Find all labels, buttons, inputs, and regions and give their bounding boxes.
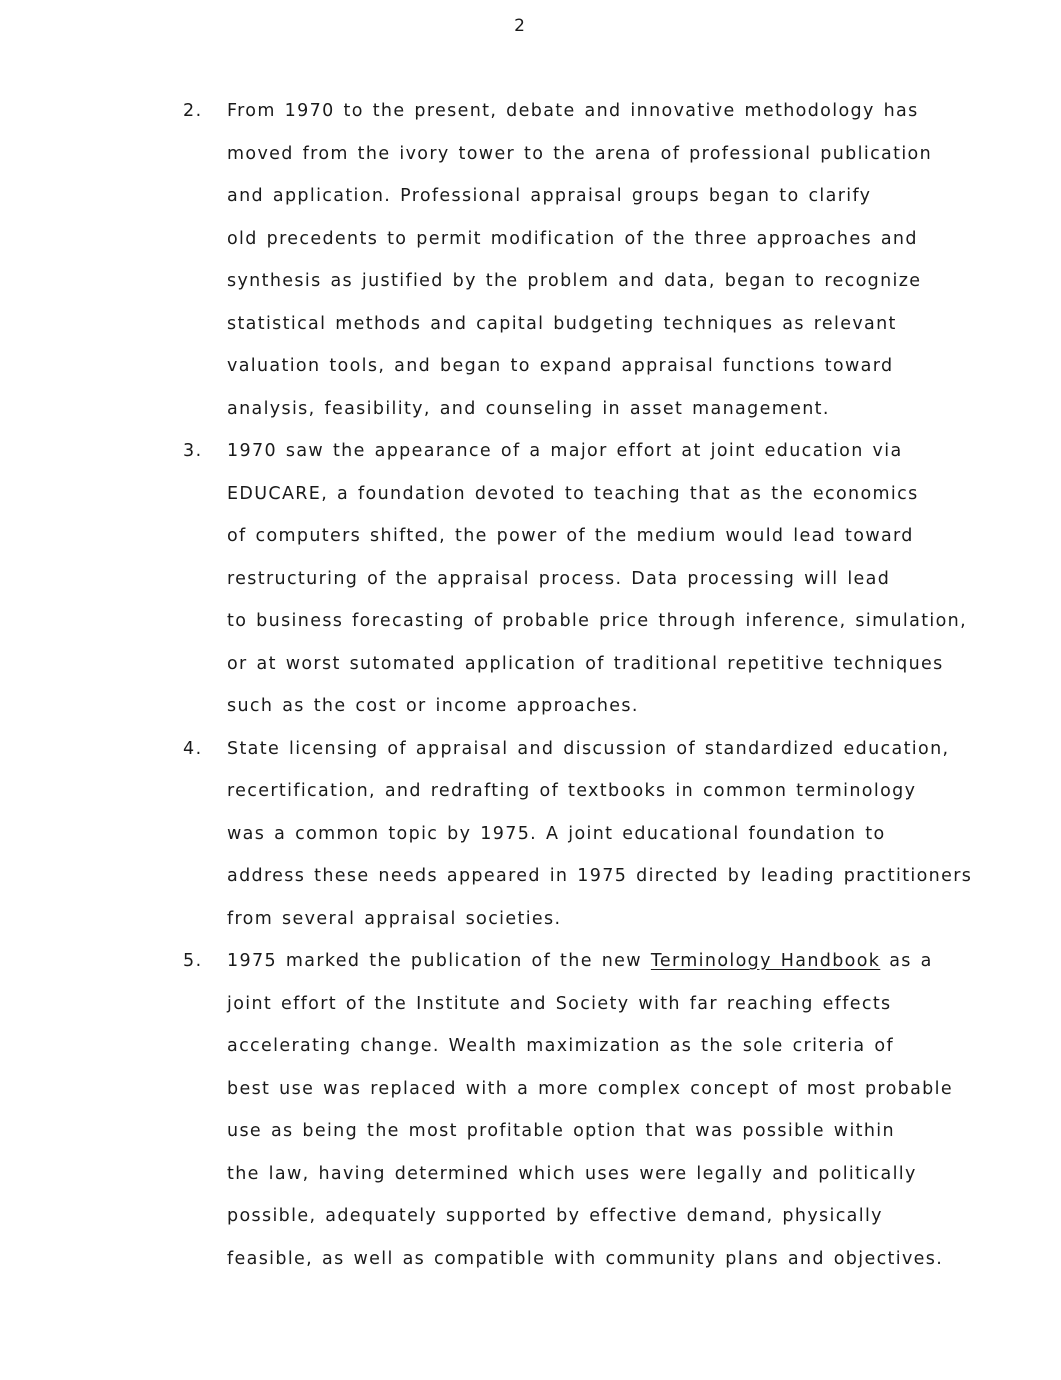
text-line: recertification, and redrafting of textbooks in common terminology — [227, 781, 917, 801]
text-line: from several appraisal societies. — [227, 908, 562, 929]
text-line: use as being the most profitable option that was possible within — [227, 1121, 895, 1141]
text-line: 1970 saw the appearance of a major effort at joint education via — [227, 441, 903, 461]
text-line: analysis, feasibility, and counseling in asset management. — [227, 398, 830, 419]
text-line: EDUCARE, a foundation devoted to teaching that as the economics — [227, 483, 919, 504]
text-line: feasible, as well as compatible with community plans and objectives. — [227, 1248, 944, 1269]
text-segment: 1975 marked the publication of the new — [227, 951, 651, 971]
list-item — [0, 940, 1061, 1280]
text-line: moved from the ivory tower to the arena of professional publication — [227, 143, 933, 164]
text-line — [227, 940, 1061, 983]
text-line: of computers shifted, the power of the medium would lead toward — [227, 526, 914, 546]
text-line: accelerating change. Wealth maximization as the sole criteria of — [227, 1036, 894, 1056]
list-item — [0, 90, 1061, 430]
list-item — [0, 728, 1061, 941]
text-line: possible, adequately supported by effective demand, physically — [227, 1206, 883, 1226]
text-line: valuation tools, and began to expand appraisal functions toward — [227, 356, 894, 376]
text-line: to business forecasting of probable price through inference, simulation, — [227, 611, 968, 631]
page-number: 2 — [514, 16, 526, 36]
text-line: synthesis as justified by the problem and data, began to recognize — [227, 271, 922, 291]
text-line: best use was replaced with a more complex concept of most probable — [227, 1078, 953, 1099]
text-line: restructuring of the appraisal process. Data processing will lead — [227, 568, 891, 589]
text-line: joint effort of the Institute and Society with far reaching effects — [227, 993, 892, 1014]
book-title: Terminology Handbook — [650, 951, 881, 971]
text-line: From 1970 to the present, debate and innovative methodology has — [227, 101, 919, 121]
list-item-number: 2. — [183, 101, 203, 121]
list-item-number: 4. — [183, 738, 203, 759]
text-segment: as a — [880, 951, 933, 971]
text-line: statistical methods and capital budgeting techniques as relevant — [227, 313, 897, 334]
text-line: was a common topic by 1975. A joint educational foundation to — [227, 823, 886, 844]
text-line: the law, having determined which uses were legally and politically — [227, 1163, 917, 1184]
numbered-list — [0, 90, 1061, 1280]
list-item — [0, 430, 1061, 728]
list-item-number: 3. — [183, 441, 203, 461]
text-line: address these needs appeared in 1975 directed by leading practitioners — [227, 866, 973, 886]
text-line: State licensing of appraisal and discussion of standardized education, — [227, 738, 950, 759]
text-line: and application. Professional appraisal groups began to clarify — [227, 186, 872, 206]
text-line: or at worst sutomated application of traditional repetitive techniques — [227, 653, 944, 674]
text-line: such as the cost or income approaches. — [227, 696, 639, 716]
text-line: old precedents to permit modification of the three approaches and — [227, 228, 918, 249]
list-item-number: 5. — [183, 951, 203, 971]
